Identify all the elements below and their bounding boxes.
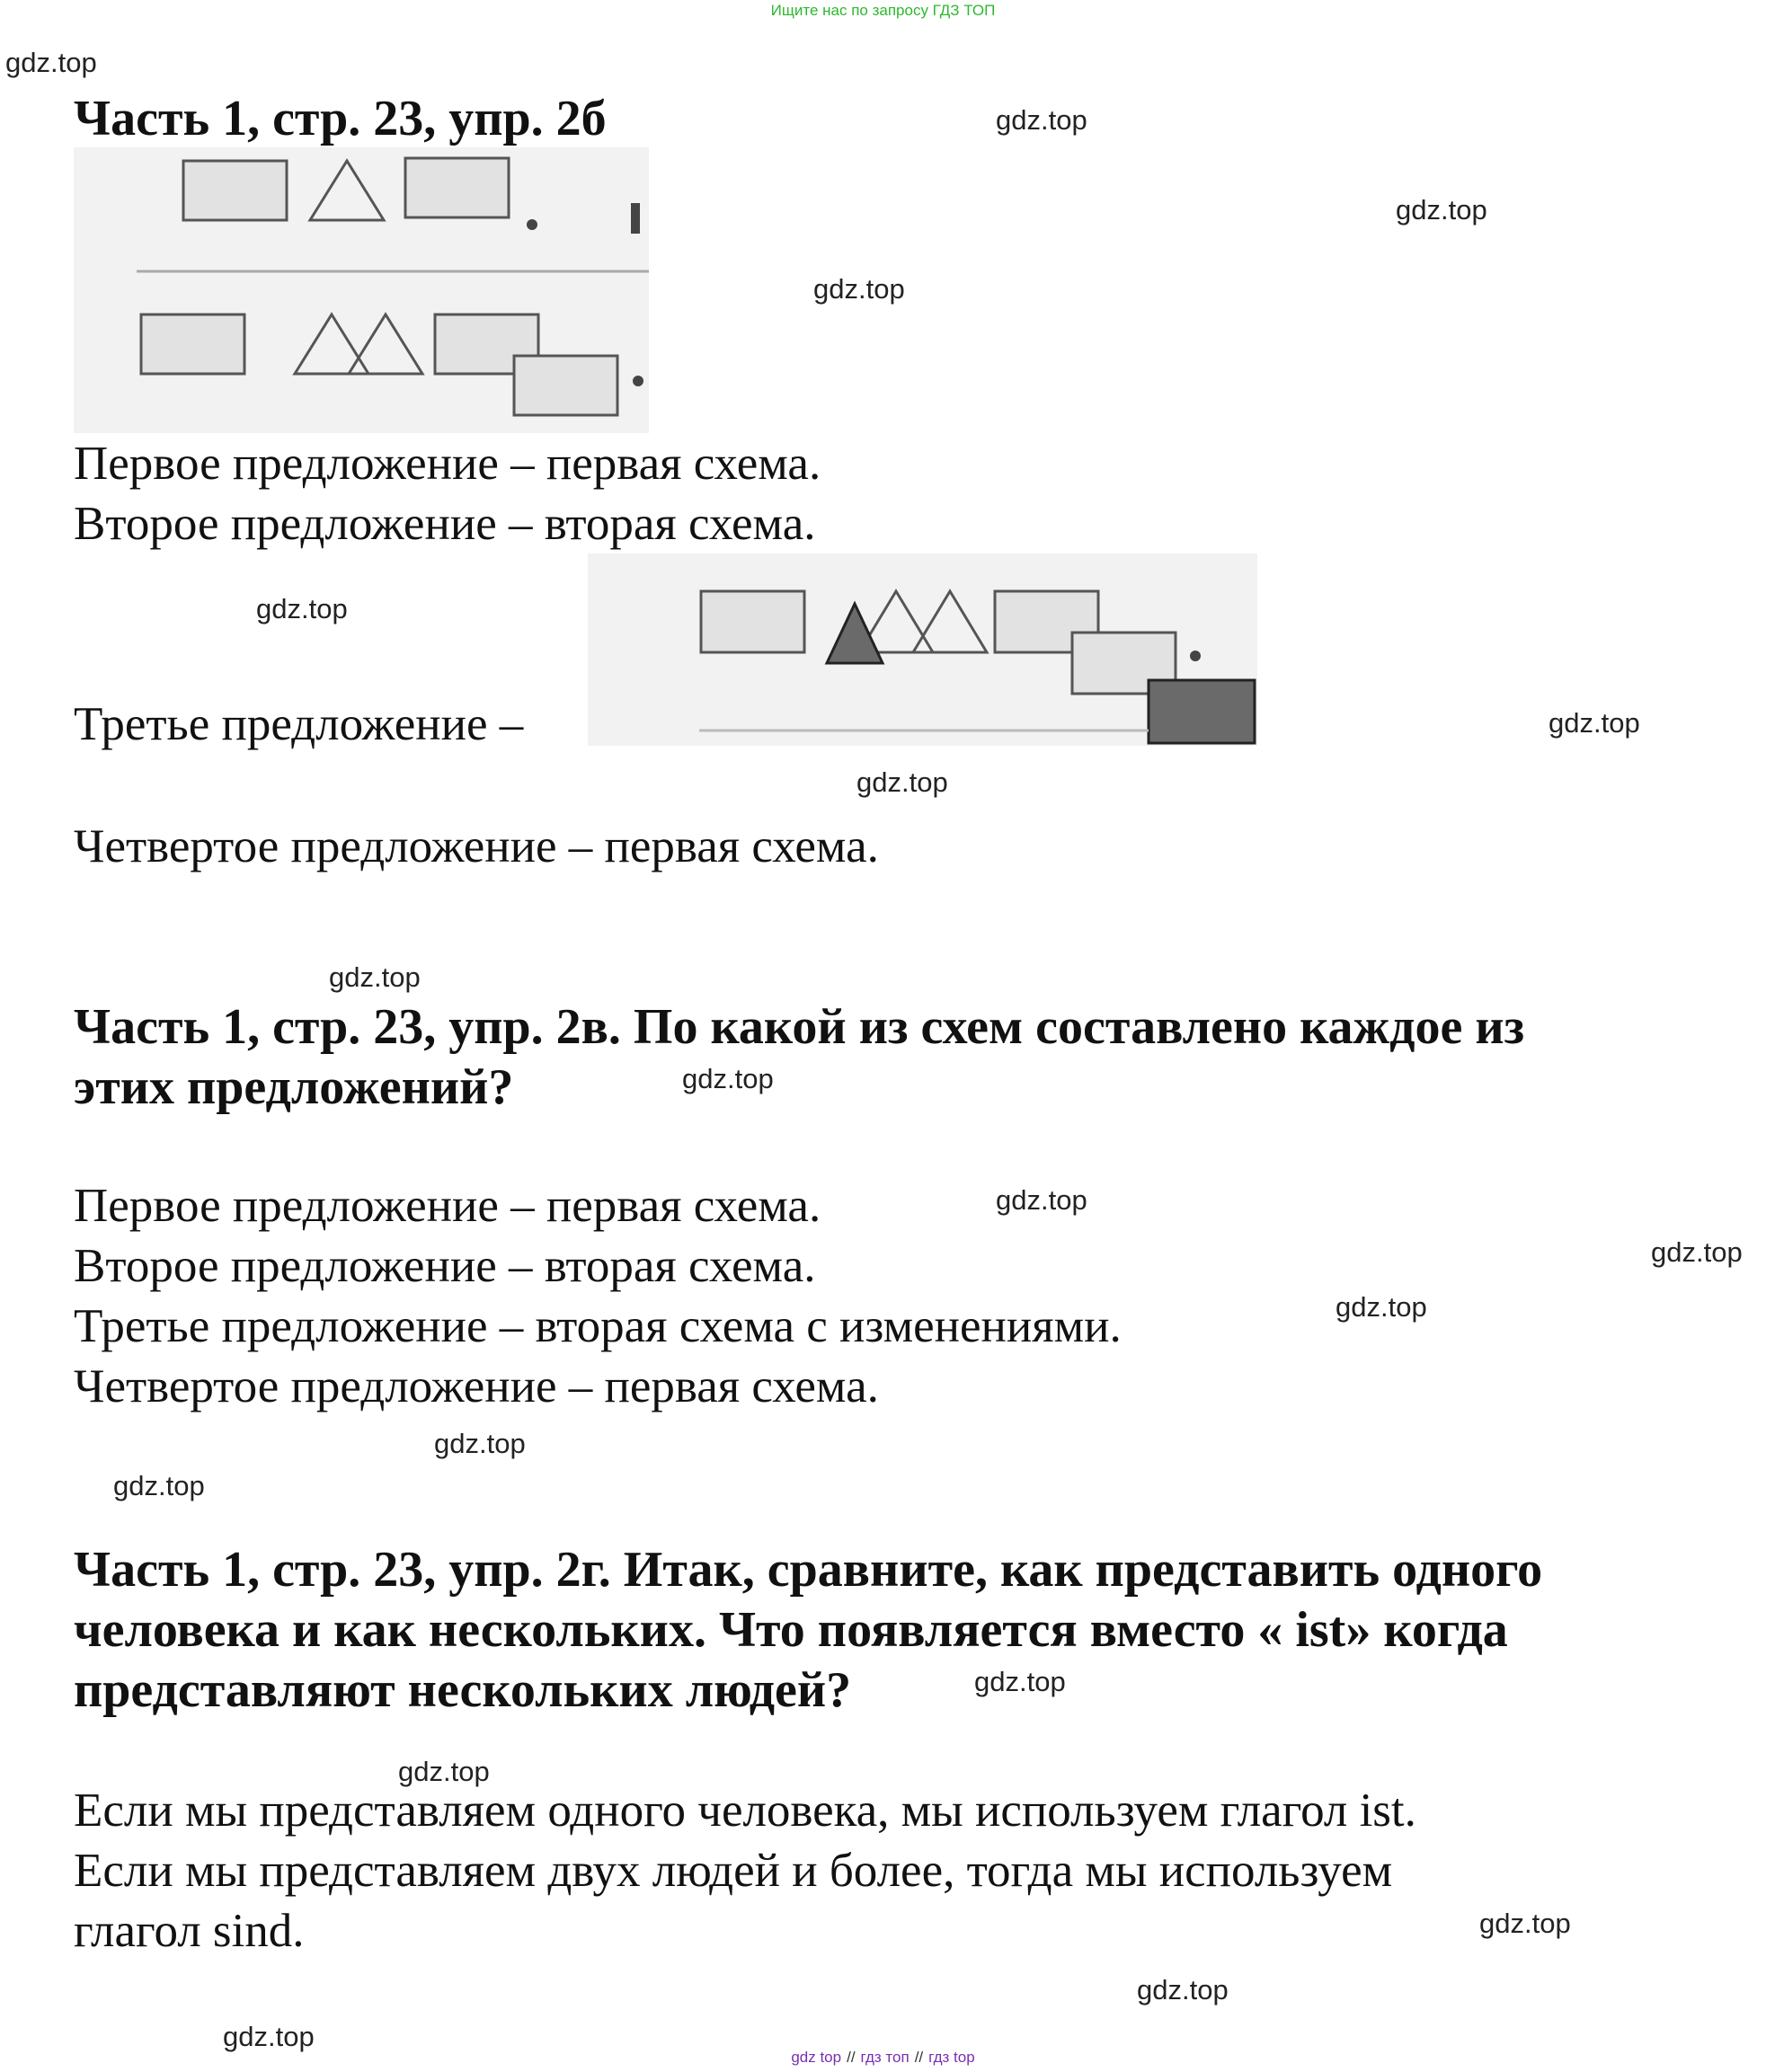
answer-line: Третье предложение –: [74, 698, 524, 750]
watermark: gdz.top: [113, 1470, 205, 1501]
top-banner[interactable]: Ищите нас по запросу ГДЗ ТОП: [770, 2, 996, 19]
word-rectangle: [183, 161, 287, 220]
footer-link[interactable]: гдз top: [928, 2049, 975, 2066]
watermark: gdz.top: [434, 1428, 526, 1459]
answer-line: Четвертое предложение – первая схема.: [74, 1360, 879, 1412]
word-rectangle: [701, 591, 804, 652]
answer-line: Если мы представляем одного человека, мы используем глагол ist.: [74, 1784, 1416, 1837]
watermark: gdz.top: [682, 1063, 774, 1094]
word-triangle: [295, 314, 368, 374]
watermark: gdz.top: [609, 663, 701, 695]
watermark: gdz.top: [996, 1184, 1087, 1216]
watermark: gdz.top: [1396, 194, 1487, 226]
period-dot: [527, 219, 537, 230]
watermark: gdz.top: [813, 273, 905, 305]
watermark: gdz.top: [1549, 707, 1640, 739]
watermark: gdz.top: [1651, 1236, 1743, 1268]
period-dot: [633, 376, 643, 386]
section-2-heading: Часть 1, стр. 23, упр. 2в. По какой из схем составлено каждое из этих предложений?: [74, 999, 1525, 1115]
word-triangle: [349, 314, 422, 374]
answer-line: Второе предложение – вторая схема.: [74, 498, 816, 550]
section-3-heading: Часть 1, стр. 23, упр. 2г. Итак, сравните, как представить одного человека и как нескольких. Что появляется вместо « ist» когда представляют нескольких людей?: [74, 1542, 1543, 1718]
answer-line: Если мы представляем двух людей и более, тогда мы используем: [74, 1845, 1393, 1897]
footer-links: gdz top // гдз топ // гдз top: [791, 2049, 975, 2066]
answer-line: Первое предложение – первая схема.: [74, 1180, 821, 1232]
answer-line: глагол sind.: [74, 1905, 305, 1957]
watermark: gdz.top: [996, 104, 1087, 136]
added-word-triangle: [827, 604, 883, 663]
word-rectangle: [141, 314, 244, 374]
period-dot: [1190, 651, 1201, 661]
word-rectangle: [514, 356, 617, 415]
watermark: gdz.top: [223, 2021, 315, 2052]
word-triangle: [913, 591, 987, 652]
watermark: gdz.top: [398, 1756, 490, 1787]
watermark: gdz.top: [5, 47, 97, 78]
word-rectangle: [405, 158, 509, 217]
watermark: gdz.top: [1137, 1974, 1229, 2006]
answer-line: Первое предложение – первая схема.: [74, 438, 821, 490]
watermark: gdz.top: [256, 593, 348, 624]
watermark: gdz.top: [1479, 1908, 1571, 1939]
word-triangle: [310, 161, 384, 220]
watermark: gdz.top: [856, 766, 948, 798]
footer-link[interactable]: гдз топ: [860, 2049, 910, 2066]
section-1-heading: Часть 1, стр. 23, упр. 2б: [74, 91, 607, 146]
footer-link[interactable]: gdz top: [791, 2049, 842, 2066]
sentence-schemes-image: [74, 147, 649, 433]
watermark: gdz.top: [329, 961, 421, 993]
answer-line: Второе предложение – вторая схема.: [74, 1240, 816, 1292]
watermark: gdz.top: [1336, 1291, 1427, 1323]
answer-line: Третье предложение – вторая схема с изменениями.: [74, 1300, 1122, 1352]
answer-line: Четвертое предложение – первая схема.: [74, 820, 879, 872]
watermark: gdz.top: [974, 1666, 1066, 1697]
